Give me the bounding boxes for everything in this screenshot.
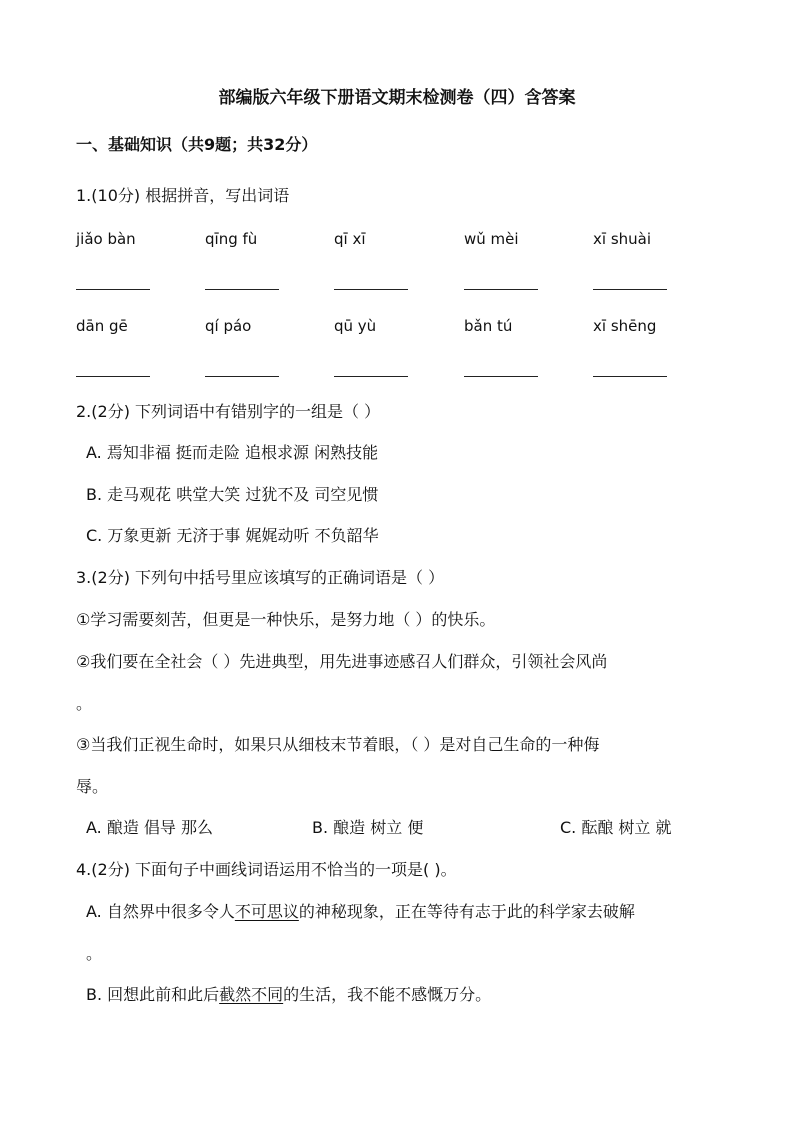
pinyin-item: bǎn tú <box>464 317 513 335</box>
pinyin-item: qí páo <box>205 317 252 335</box>
option-a-continued: 。 <box>86 944 103 963</box>
question-1-stem: 1.(10分) 根据拼音，写出词语 <box>76 186 290 205</box>
answer-blank[interactable] <box>334 288 408 290</box>
pinyin-item: jiǎo bàn <box>76 230 136 248</box>
pinyin-item: qīng fù <box>205 230 258 248</box>
answer-blank[interactable] <box>76 288 150 290</box>
option-b[interactable] <box>86 984 491 1006</box>
answer-blank[interactable] <box>205 375 279 377</box>
section-heading: 一、基础知识（共9题；共32分） <box>76 135 318 154</box>
answer-blank[interactable] <box>593 375 667 377</box>
answer-blank[interactable] <box>76 375 150 377</box>
option-c[interactable]: C. 万象更新 无济于事 娓娓动听 不负韶华 <box>86 526 379 545</box>
answer-blank[interactable] <box>464 375 538 377</box>
pinyin-item: xī shēng <box>593 317 657 335</box>
option-b[interactable]: B. 酿造 树立 便 <box>312 818 424 837</box>
pinyin-row-1 <box>76 228 736 250</box>
pinyin-item: wǔ mèi <box>464 230 519 248</box>
question-2-stem: 2.(2分) 下列词语中有错别字的一组是（ ） <box>76 402 381 421</box>
option-text: 的神秘现象，正在等待有志于此的科学家去破解 <box>298 902 635 921</box>
sentence-1: ①学习需要刻苦，但更是一种快乐，是努力地（ ）的快乐。 <box>76 610 496 629</box>
answer-blanks-row-1 <box>76 278 736 300</box>
page-title: 部编版六年级下册语文期末检测卷（四）含答案 <box>218 88 576 108</box>
pinyin-item: dān gē <box>76 317 128 335</box>
question-4-stem: 4.(2分) 下面句子中画线词语运用不恰当的一项是( )。 <box>76 860 457 879</box>
answer-blank[interactable] <box>464 288 538 290</box>
sentence-3: ③当我们正视生命时，如果只从细枝末节着眼，（ ）是对自己生命的一种侮 <box>76 735 600 754</box>
answer-blank[interactable] <box>593 288 667 290</box>
underlined-word: 不可思议 <box>234 902 299 921</box>
pinyin-item: xī shuài <box>593 230 652 248</box>
pinyin-row-2 <box>76 315 736 337</box>
option-a[interactable]: A. 焉知非福 挺而走险 追根求源 闲熟技能 <box>86 443 379 462</box>
option-text: B. 回想此前和此后 <box>86 985 220 1004</box>
option-text: 的生活，我不能不感慨万分。 <box>283 985 492 1004</box>
sentence-2-continued: 。 <box>76 694 93 713</box>
answer-blank[interactable] <box>334 375 408 377</box>
option-c[interactable]: C. 酝酿 树立 就 <box>560 818 672 837</box>
option-text: A. 自然界中很多令人 <box>86 902 235 921</box>
pinyin-item: qī xī <box>334 230 366 248</box>
option-b[interactable]: B. 走马观花 哄堂大笑 过犹不及 司空见惯 <box>86 485 379 504</box>
option-a[interactable] <box>86 901 635 923</box>
sentence-2: ②我们要在全社会（ ）先进典型，用先进事迹感召人们群众，引领社会风尚 <box>76 652 608 671</box>
option-a[interactable]: A. 酿造 倡导 那么 <box>86 818 214 837</box>
underlined-word: 截然不同 <box>219 985 284 1004</box>
answer-blank[interactable] <box>205 288 279 290</box>
sentence-3-continued: 辱。 <box>76 777 109 796</box>
question-3-stem: 3.(2分) 下列句中括号里应该填写的正确词语是（ ） <box>76 568 445 587</box>
answer-blanks-row-2 <box>76 365 736 387</box>
pinyin-item: qū yù <box>334 317 377 335</box>
